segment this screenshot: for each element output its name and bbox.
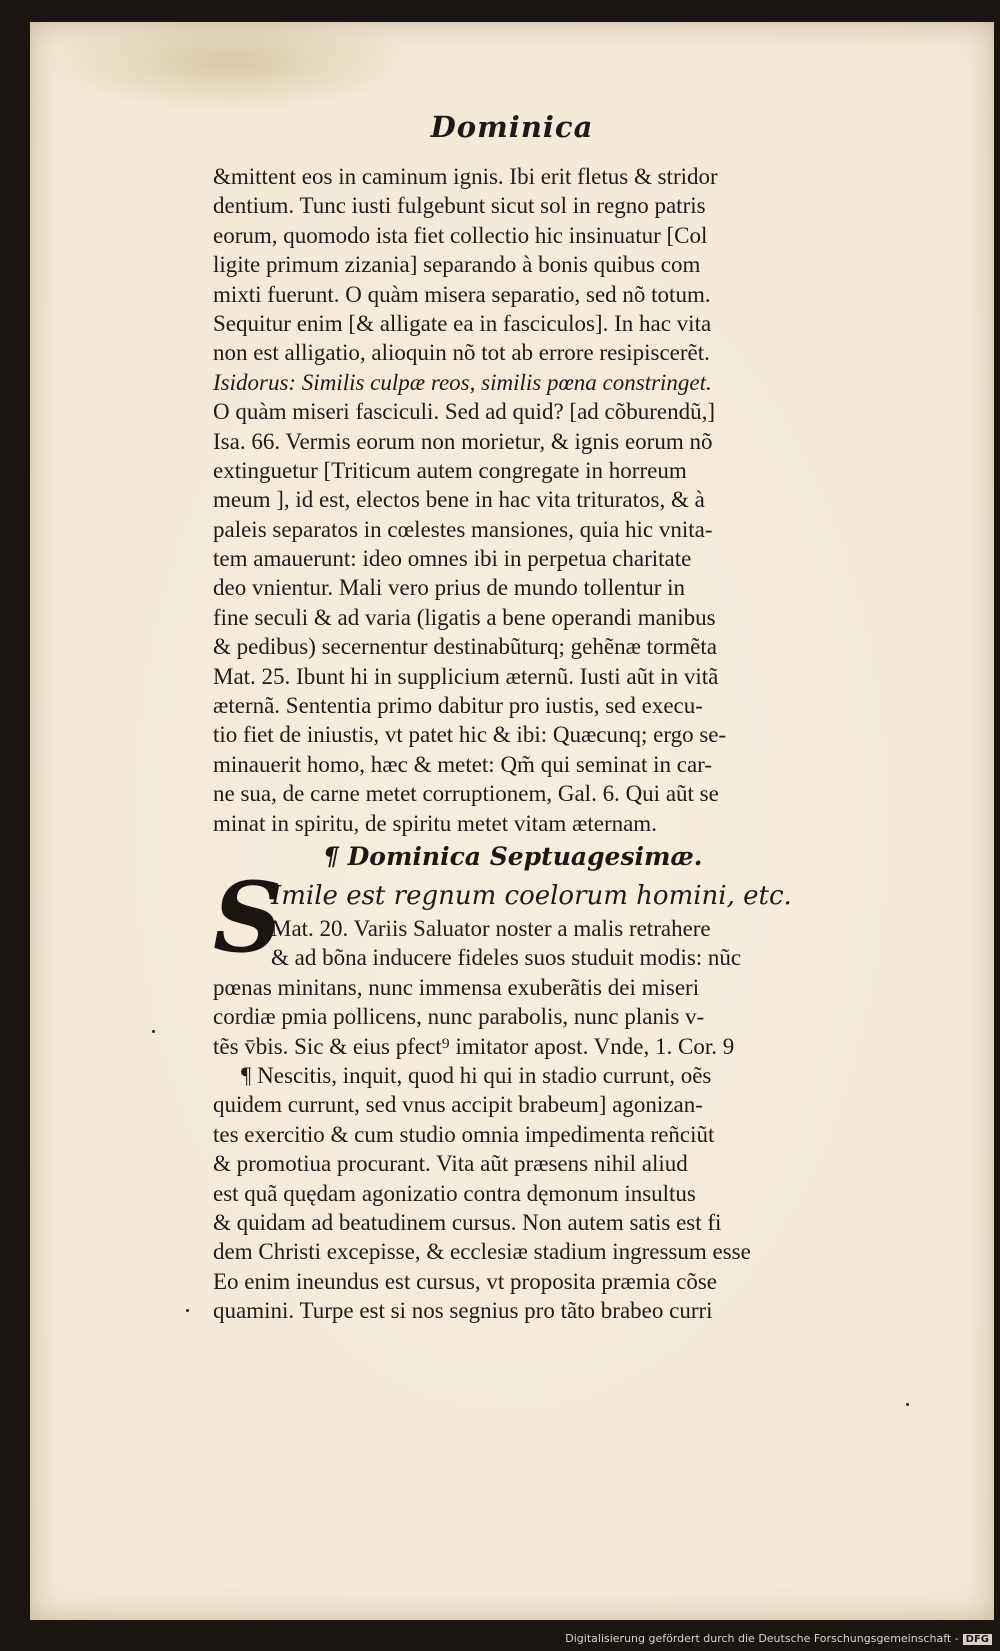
text-line: tio fiet de iniustis, vt patet hic & ibi: Quæcunq; ergo se- [213,722,727,748]
text-line: Isidorus: Similis culpæ reos, similis pœna constringet. [213,369,712,395]
text-line: extinguetur [Triticum autem congregate in horreum [213,457,687,483]
text-line: non est alligatio, alioquin nõ tot ab errore resipiscerẽt. [213,340,710,366]
ink-speck [186,1309,189,1312]
text-line: ligite primum zizania] separando à bonis quibus com [213,252,701,278]
incipit-text: Imile est regnum coelorum homini, etc. [271,880,792,911]
text-line: mixti fuerunt. O quàm misera separatio, sed nõ totum. [213,281,711,307]
running-head: Dominica [430,110,594,144]
text-line: & ad bõna inducere fideles suos studuit modis: nũc [271,945,742,971]
text-line: eorum, quomodo ista fiet collectio hic insinuatur [Col [213,222,708,248]
text-block [213,162,923,1325]
text-line: Mat. 25. Ibunt hi in supplicium æternũ. Iusti aũt in vitã [213,663,719,689]
text-line: deo vnientur. Mali vero prius de mundo tollentur in [213,575,686,601]
text-line: pœnas minitans, nunc immensa exuberãtis dei miseri [213,974,700,1000]
text-line: æternã. Sententia primo dabitur pro iustis, sed execu- [213,693,703,719]
text-line: Sequitur enim [& alligate ea in fasciculos]. In hac vita [213,310,712,336]
text-line: &mittent eos in caminum ignis. Ibi erit fletus & stridor [213,164,718,189]
drop-cap: S [213,860,283,974]
text-line: & pedibus) secernentur destinabũturq; gehẽnæ tormẽta [213,634,717,660]
text-line: & promotiua procurant. Vita aũt præsens nihil aliud [213,1151,688,1177]
text-line: cordiæ pmia pollicens, nunc parabolis, nunc planis v- [213,1004,705,1030]
text-line: Isa. 66. Vermis eorum non morietur, & ignis eorum nõ [213,428,713,454]
text-line: tẽs v̄bis. Sic & eius pfect⁹ imitator apost. Vnde, 1. Cor. 9 [213,1033,735,1059]
text-line: minat in spiritu, de spiritu metet vitam æternam. [213,810,657,836]
text-line: tem amauerunt: ideo omnes ibi in perpetua charitate [213,546,692,572]
text-line: dem Christi excepisse, & ecclesiæ stadium ingressum esse [213,1239,751,1265]
book-page [30,22,994,1620]
text-line: minauerit homo, hæc & metet: Qm̃ qui seminat in car- [213,751,713,777]
text-line: Eo enim ineundus est cursus, vt proposita præmia cõse [213,1268,718,1294]
text-line: quidem currunt, sed vnus accipit brabeum] agonizan- [213,1092,703,1118]
text-line: fine seculi & ad varia (ligatis a bene operandi manibus [213,604,716,630]
text-section-bottom [213,914,923,1325]
ink-speck [906,1403,909,1406]
text-line: ¶ Nescitis, inquit, quod hi qui in stadio currunt, oẽs [241,1062,712,1088]
dfg-logo: DFG [963,1634,992,1645]
text-line: paleis separatos in cœlestes mansiones, quia hic vnita- [213,516,713,542]
text-line: meum ], id est, electos bene in hac vita trituratos, & à [213,487,705,513]
text-line: Mat. 20. Variis Saluator noster a malis retrahere [271,915,711,941]
text-line: ne sua, de carne metet corruptionem, Gal. 6. Qui aũt se [213,781,719,807]
section-heading: ¶ Dominica Septuagesimæ. [323,841,703,871]
text-line: quamini. Turpe est si nos segnius pro tãto brabeo curri [213,1298,713,1324]
credit-text: Digitalisierung gefördert durch die Deutsche Forschungsgemeinschaft - [565,1632,959,1645]
ink-speck [152,1030,155,1033]
text-line: est quã quędam agonizatio contra dęmonum insultus [213,1180,696,1206]
text-line: tes exercitio & cum studio omnia impedimenta reñciũt [213,1121,715,1147]
text-line: & quidam ad beatudinem cursus. Non autem satis est fi [213,1209,722,1235]
text-line: dentium. Tunc iusti fulgebunt sicut sol in regno patris [213,193,706,219]
text-section-top [213,162,923,838]
digitization-credit [565,1632,992,1645]
text-line: O quàm miseri fasciculi. Sed ad quid? [ad cõburendũ,] [213,399,716,425]
